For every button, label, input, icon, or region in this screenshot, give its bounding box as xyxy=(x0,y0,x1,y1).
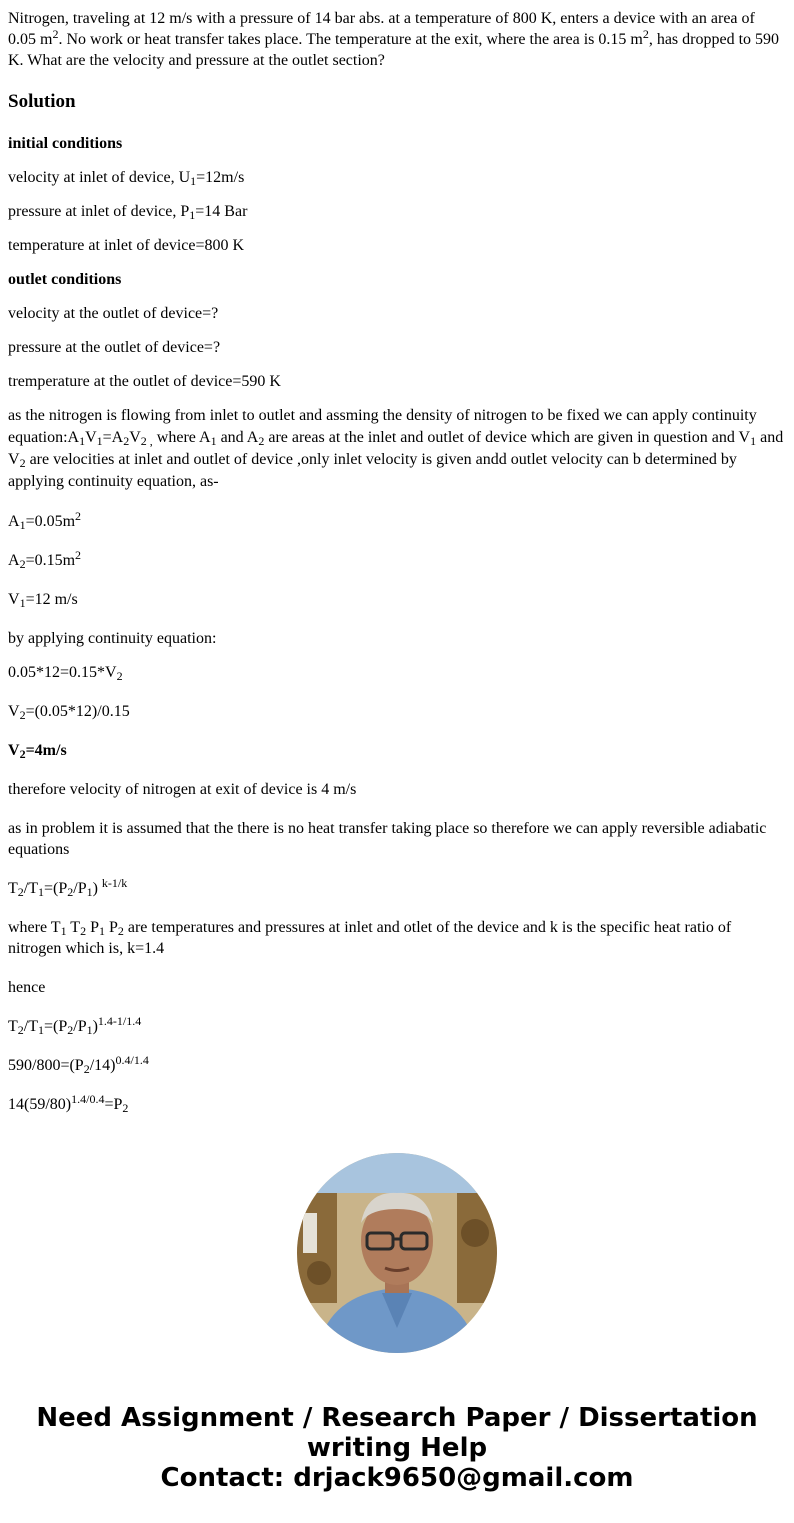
inlet-temperature: temperature at inlet of device=800 K xyxy=(8,237,245,254)
author-avatar xyxy=(297,1153,497,1353)
outlet-pressure: pressure at the outlet of device=? xyxy=(8,339,221,356)
given-v1: $V_1=12$ m/s xyxy=(8,591,78,610)
pressure-step-3: $14(59/80)^{1.4/0.4}=P_2$ xyxy=(8,1092,129,1115)
outlet-velocity: velocity at the outlet of device=? xyxy=(8,305,219,322)
inlet-velocity: velocity at inlet of device, $U_1=12m/s$ xyxy=(8,169,245,188)
equation-step-1: $0.05*12=0.15*V_2$ xyxy=(8,664,123,683)
author-portrait-photo xyxy=(297,1153,497,1353)
promo-line-1: Need Assignment / Research Paper / Dissertation xyxy=(36,1403,758,1433)
outlet-velocity-result: $V_2=4m/s$ xyxy=(8,742,67,761)
inlet-pressure: pressure at inlet of device, $P_1=14$ Bar xyxy=(8,203,248,222)
hence-text: hence xyxy=(8,979,46,996)
pressure-step-2: $590/800=(P_2/14)^{0.4/1.4}$ xyxy=(8,1053,149,1076)
initial-conditions-heading: initial conditions xyxy=(8,135,123,152)
variable-definitions: where $T_1$ $T_2$ $P_1$ $P_2$ are temperatures and pressures at inlet and otlet of the device and k is the specific heat ratio of nitrogen which is, k=1.4 xyxy=(8,919,732,957)
solution-heading: Solution xyxy=(8,91,76,112)
velocity-conclusion: therefore velocity of nitrogen at exit of device is 4 m/s xyxy=(8,781,357,798)
applying-continuity: by applying continuity equation: xyxy=(8,630,217,647)
adiabatic-explanation: as in problem it is assumed that the there is no heat transfer taking place so therefore we can apply reversible adiabatic equations xyxy=(8,820,767,858)
outlet-temperature: tremperature at the outlet of device=590 K xyxy=(8,373,281,390)
continuity-explanation: as the nitrogen is flowing from inlet to outlet and assming the density of nitrogen to be fixed we can apply continuity $equation:A_1V_1=A_2V_{2 ,}$ where $A_1$ and $A_2$ are areas at the inlet and outlet of device which are given in question and $V_1$ and $V_2$ are velocities at inlet and outlet of device ,only inlet velocity is given andd outlet velocity can b determined by applying continuity equation, as- xyxy=(8,407,784,490)
given-a2: $A_2=0.15m^2$ xyxy=(8,548,82,571)
adiabatic-formula: $T_2/T_1=(P_2/P_1)$ $^{k-1/k}$ xyxy=(8,876,128,899)
question-text: Nitrogen, traveling at 12 m/s with a pressure of 14 bar abs. at a temperature of 800 K, enters a device with an area of 0.05 $m^2$. No work or heat transfer takes place. The temperature at the exit, where the area is 0.15 $m^2$, has dropped to 590 K. What are the velocity and pressure at the outlet section? xyxy=(8,10,780,69)
equation-step-2: $V_2=(0.05*12)/0.15$ xyxy=(8,703,130,722)
promo-contact: Contact: drjack9650@gmail.com xyxy=(160,1463,634,1493)
document-body xyxy=(8,8,786,1128)
promo-banner xyxy=(0,1403,794,1493)
pressure-step-1: $T_2/T_1=(P_2/P_1)^{1.4-1/1.4}$ xyxy=(8,1014,142,1037)
outlet-conditions-heading: outlet conditions xyxy=(8,271,122,288)
promo-line-2: writing Help xyxy=(306,1433,488,1463)
given-a1: $A_1=0.05m^2$ xyxy=(8,509,82,532)
